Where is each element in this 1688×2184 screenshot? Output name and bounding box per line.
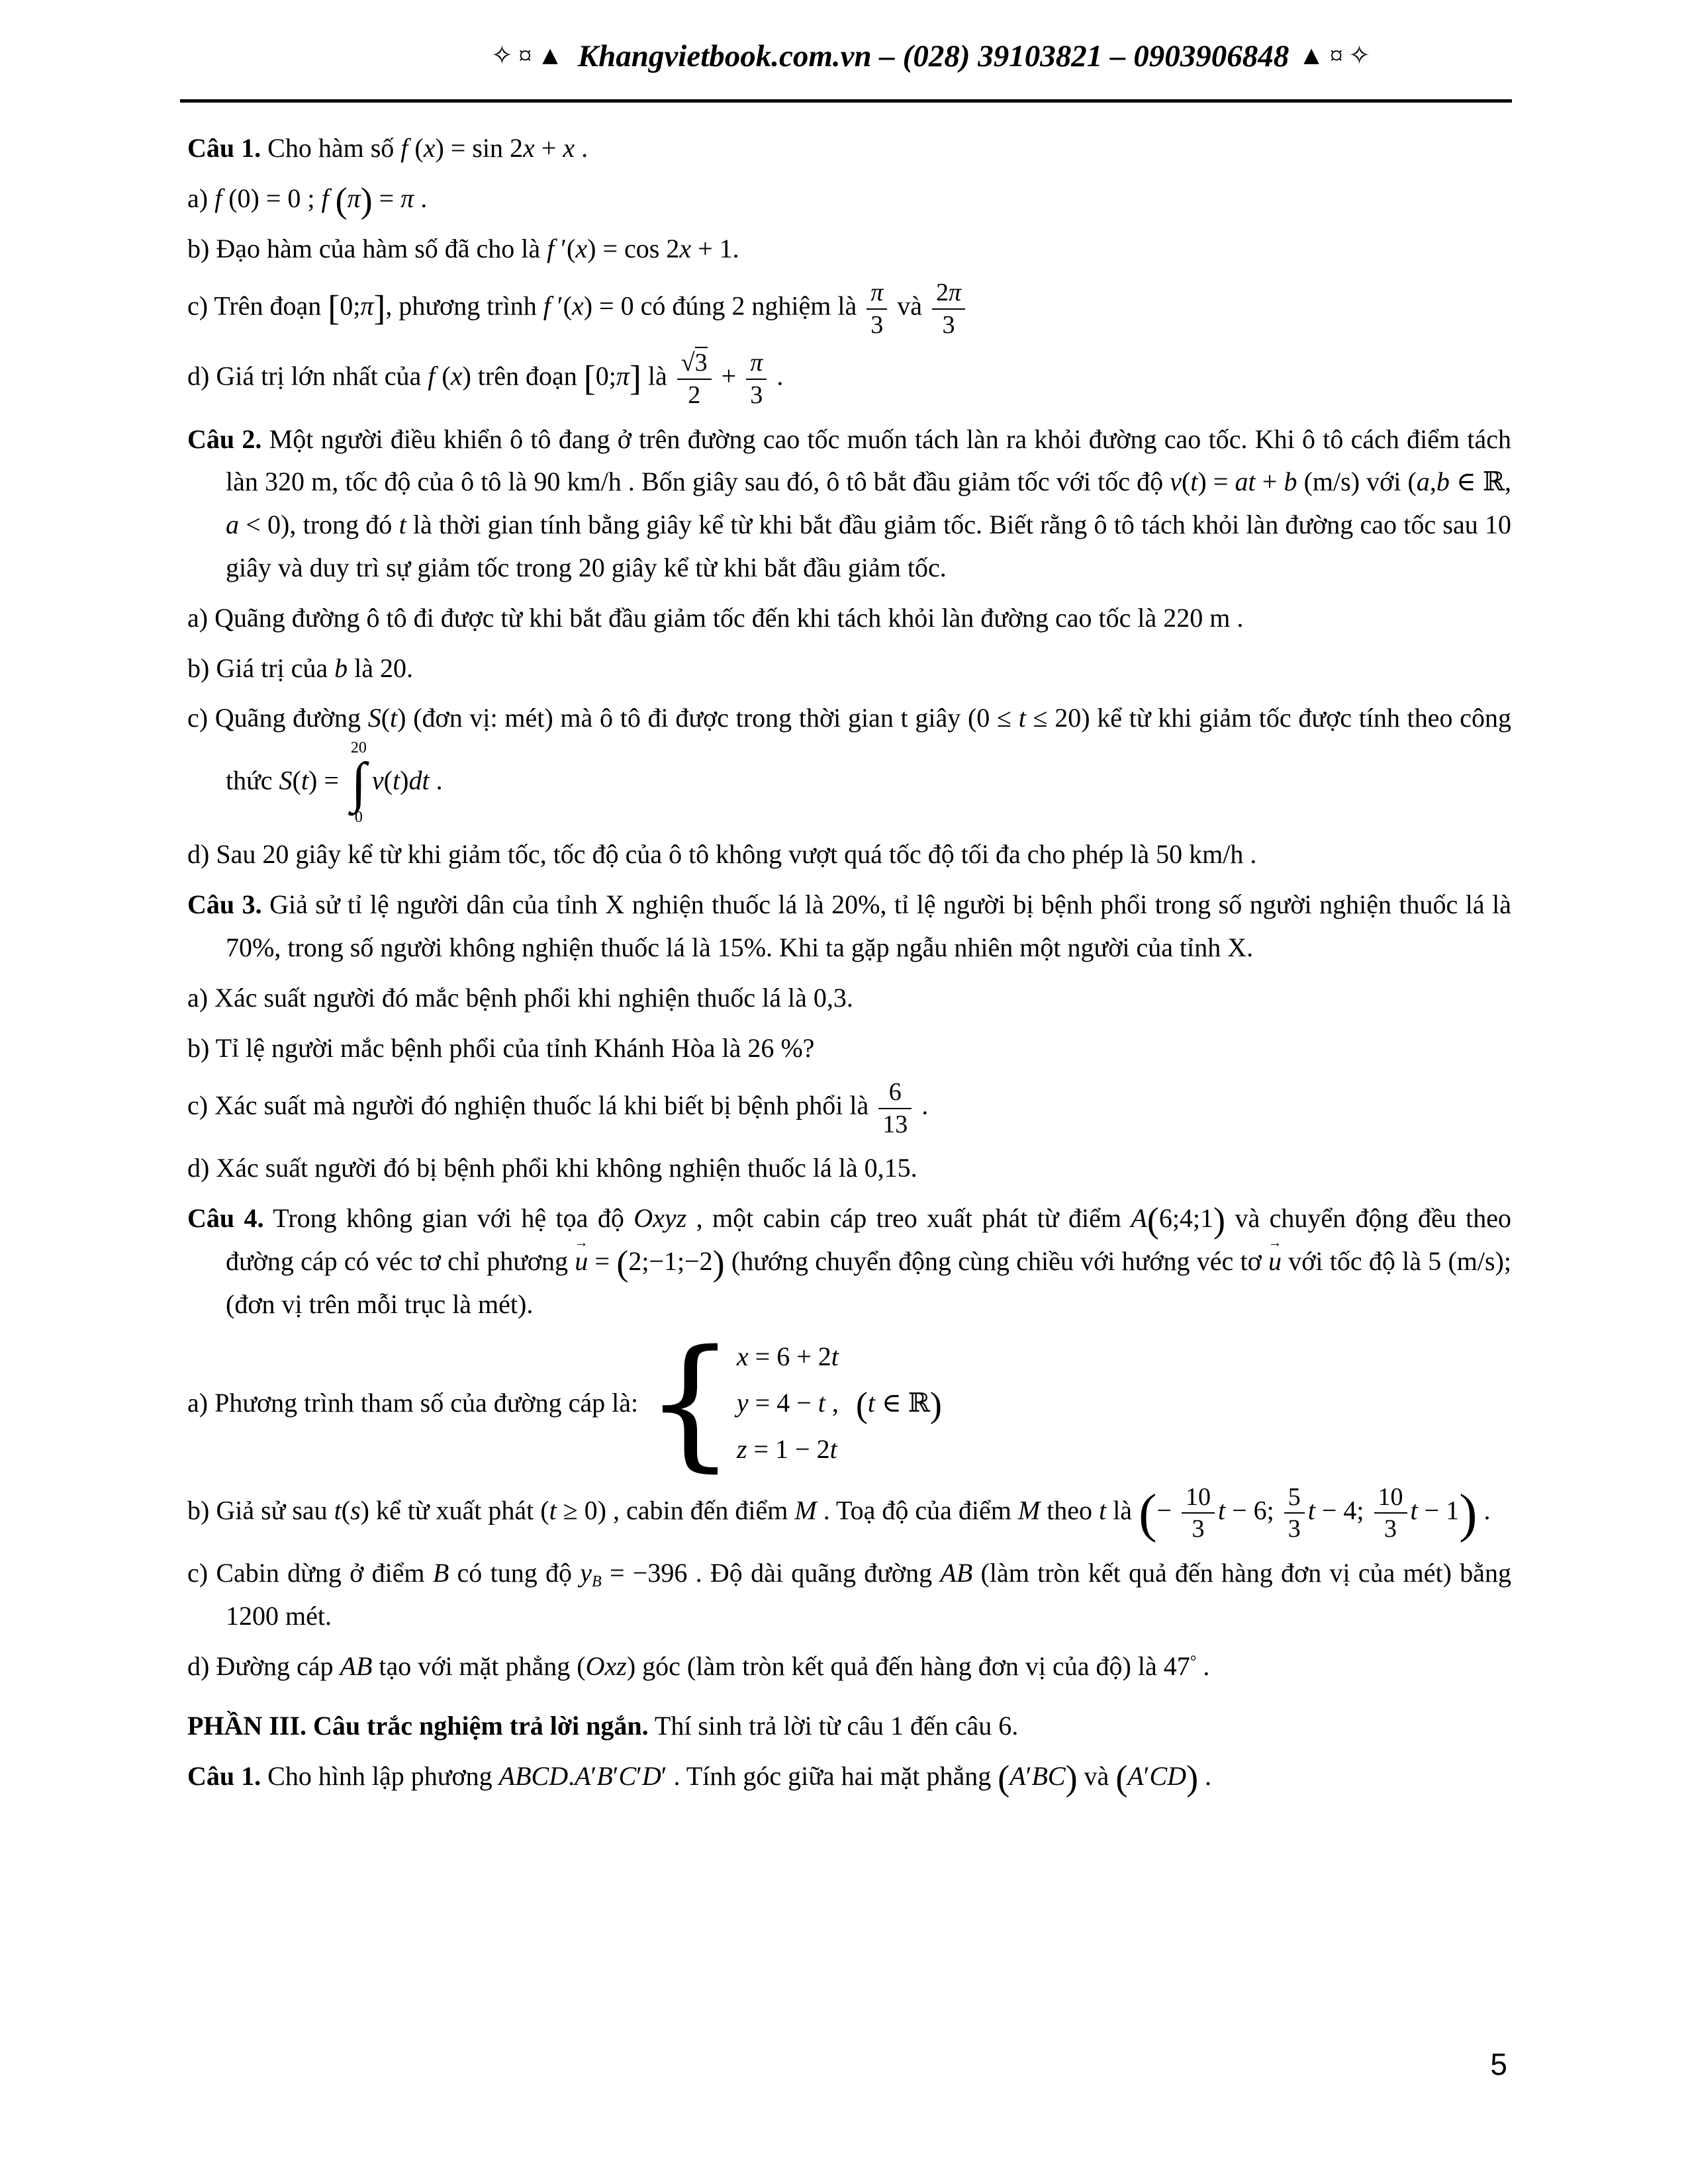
ornament-right-icon: ▲¤✧ <box>1298 40 1376 70</box>
question-2-intro: Câu 2. Một người điều khiển ô tô đang ở trên đường cao tốc muốn tách làn ra khỏi đường cao tốc. Khi ô tô cách điểm tách làn 320 m, tốc độ của ô tô là 90 km/h . Bốn giây sau đó, ô tô bắt đầu giảm tốc với tốc độ v(t) = at + b (m/s) với (a,b ∈ ℝ, a < 0), trong đó t là thời gian tính bằng giây kể từ khi bắt đầu giảm tốc. Biết rằng ô tô tách khỏi làn đường cao tốc sau 10 giây và duy trì sự giảm tốc trong 20 giây kể từ khi bắt đầu giảm tốc. <box>187 424 1511 582</box>
question-3-item-b: b) Tỉ lệ người mắc bệnh phổi của tỉnh Khánh Hòa là 26 %? <box>187 1032 815 1063</box>
curly-brace: { <box>645 1319 735 1486</box>
question-2-item-d: d) Sau 20 giây kể từ khi giảm tốc, tốc độ của ô tô không vượt quá tốc độ tối đa cho phép là 50 km/h . <box>187 839 1257 870</box>
question-4-item-a-label: a) Phương trình tham số của đường cáp là: <box>187 1388 639 1418</box>
question-4-item-a <box>187 1319 1511 1486</box>
header-divider <box>180 99 1512 103</box>
question-2-item-c: c) Quãng đường S(t) (đơn vị: mét) mà ô tô đi được trong thời gian t giây (0 ≤ t ≤ 20) kể từ khi giảm tốc được tính theo công thức S(t) = 20 ∫ 0 v(t)dt . <box>187 703 1512 827</box>
page-number: 5 <box>1490 2047 1507 2081</box>
parametric-equations <box>737 1334 839 1473</box>
question-1-item-c: c) Trên đoạn [0;π], phương trình f ′(x) = 0 có đúng 2 nghiệm là $\frac{\pi}{3}$ và $\frac{2\pi}{3}$ <box>187 277 1511 340</box>
question-1-item-a: a) f (0) = 0 ; f (π) = π . <box>187 180 428 220</box>
question-4-intro: Câu 4. Trong không gian với hệ tọa độ Oxyz , một cabin cáp treo xuất phát từ điểm A(6;4;1) và chuyển động đều theo đường cáp có véc tơ chỉ phương → u = (2;−1;−2) (hướng chuyển động cùng chiều với hướng véc tơ → u với tốc độ là 5 (m/s); (đơn vị trên mỗi trục là mét). <box>187 1197 1511 1326</box>
question-3-item-a: a) Xác suất người đó mắc bệnh phổi khi nghiện thuốc lá là 0,3. <box>187 982 853 1013</box>
question-3-item-c: c) Xác suất mà người đó nghiện thuốc lá khi biết bị bệnh phổi là $\frac{6}{13}$ . <box>187 1078 929 1138</box>
question-3-intro: Câu 3. Giả sử tỉ lệ người dân của tỉnh X nghiện thuốc lá là 20%, tỉ lệ người bị bệnh phổi trong số người nghiện thuốc lá là 70%, trong số người không nghiện thuốc lá là 15%. Khi ta gặp ngẫu nhiên một người của tỉnh X. <box>187 889 1511 962</box>
question-1-item-b: b) Đạo hàm của hàm số đã cho là f ′(x) = cos 2x + 1. <box>187 233 739 263</box>
question-4-item-b: b) Giả sử sau t(s) kể từ xuất phát (t ≥ 0) , cabin đến điểm M . Toạ độ của điểm M theo t là (− $\frac{10}{3}$ t − 6; $\frac{5}{3}$ t − 4; $\frac{10}{3}$ t − 1) . <box>187 1482 1491 1543</box>
page-header <box>285 38 1582 74</box>
question-2-item-b: b) Giá trị của b là 20. <box>187 653 414 683</box>
document-content <box>187 127 1511 1805</box>
question-1-item-d: d) Giá trị lớn nhất của f (x) trên đoạn [0;π] là $\frac{√3}{2}$ + $\frac{\pi}{3}$ . <box>187 347 1511 410</box>
question-4-item-c: c) Cabin dừng ở điểm B có tung độ $y_B = -396$ . Độ dài quãng đường AB (làm tròn kết quả đến hàng đơn vị của mét) bằng 1200 mét. <box>187 1557 1511 1631</box>
question-2-item-a: a) Quãng đường ô tô đi được từ khi bắt đầu giảm tốc đến khi tách khỏi làn đường cao tốc là 220 m . <box>187 602 1244 633</box>
parameter-domain: (t ∈ ℝ) <box>855 1385 942 1425</box>
question-1-intro: Câu 1. Cho hàm số f (x) = sin 2x + x . <box>187 133 588 163</box>
part-3-heading: PHẦN III. Câu trắc nghiệm trả lời ngắn. Thí sinh trả lời từ câu 1 đến câu 6. <box>187 1711 1019 1741</box>
equation-y: y = 4 − t , <box>736 1387 839 1418</box>
equation-z: z = 1 − 2t <box>736 1433 837 1464</box>
equation-x: x = 6 + 2t <box>736 1341 839 1371</box>
brand-text: Khangvietbook.com.vn – (028) 39103821 – 0903906848 <box>577 39 1289 73</box>
question-3-item-d: d) Xác suất người đó bị bệnh phổi khi không nghiện thuốc lá là 0,15. <box>187 1153 917 1183</box>
part-3-question-1: Câu 1. Cho hình lập phương ABCD.A′B′C′D′ . Tính góc giữa hai mặt phẳng (A′BC) và (A′CD) . <box>187 1758 1212 1798</box>
question-4-item-d: d) Đường cáp AB tạo với mặt phẳng (Oxz) góc (làm tròn kết quả đến hàng đơn vị của độ) là 47° . <box>187 1651 1210 1681</box>
ornament-left-icon: ✧¤▲ <box>491 40 569 70</box>
